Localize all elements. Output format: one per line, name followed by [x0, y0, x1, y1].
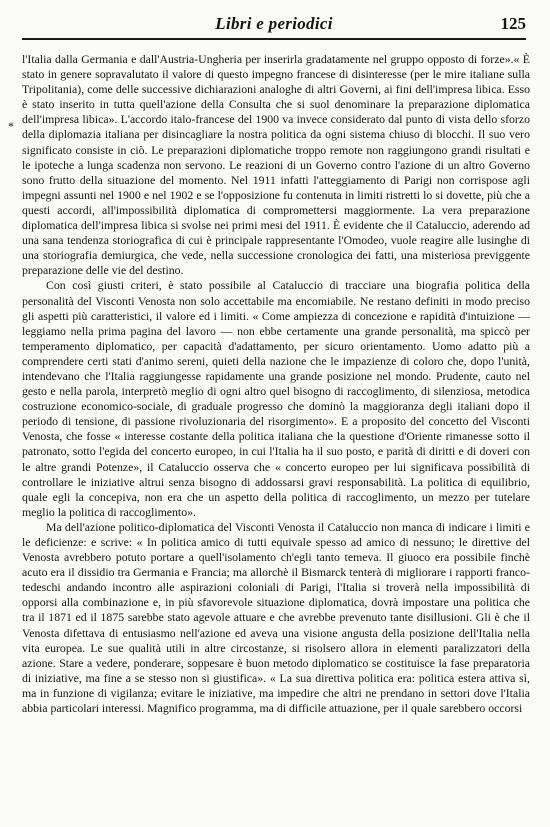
- paragraph-3: Ma dell'azione politico-diplomatica del Visconti Venosta il Cataluccio non manca di indicare i limiti e le deficienze: e scrive: « In politica amico di tutti equivale spesso ad amico di nessuno; le direttive del Venosta avrebbero potuto portare a quell'isolamento ch'egli tanto temeva. Il giuoco era possibile finchè acuto era il dissidio tra Germania e Francia; ma allorchè il Bismarck tenterà di migliorare i rapporti franco-tedeschi andando incontro alle aspirazioni coloniali di Parigi, l'Italia si troverà nella impossibilità di opporsi alla combinazione e, in più sfavorevole situazione diplomatica, dovrà impostare una politica che tra il 1871 ed il 1875 sarebbe stato agevole attuare e che avrebbe prevenuto tante disillusioni. Gli è che il Venosta difettava di entusiasmo nell'azione ed aveva una visione angusta della posizione dell'Italia nella vita europea. Le sue qualità utili in altre circostanze, si risolsero allora in elementi paralizzatori della azione. Stare a vedere, ponderare, soppesare è buon metodo diplomatico se costituisce la fase preparatoria di iniziative, ma fine a se stesso non si giustifica». « La sua direttiva politica era: politica estera attiva sì, ma in funzione di vigilanza; evitare le iniziative, ma impedire che altri ne prendano in settori dove l'Italia abbia particolari interessi. Magnifico programma, ma di difficile attuazione, per il quale sarebbero occorsi: [22, 519, 530, 716]
- margin-mark: *: [8, 119, 14, 133]
- running-head-title: Libri e periodici: [215, 14, 333, 33]
- paragraph-2: Con così giusti criteri, è stato possibile al Cataluccio di tracciare una biografia politica della personalità del Visconti Venosta non solo accettabile ma encomiabile. Ne restano definiti in modo preciso gli aspetti più caratteristici, il valore ed i limiti. « Come ampiezza di concezione e rapidità d'intuizione — leggiamo nella prima pagina del lavoro — non ebbe certamente una grande personalità, ma spiccò per temperamento diplomatico, per capacità d'adattamento, per sicuro orientamento. Uomo adatto più a comprendere certi stati d'animo sereni, quieti della nazione che le impazienze di coloro che, dopo l'unità, intendevano che l'Italia raggiungesse rapidamente una grande posizione nel mondo. Prudente, cauto nel gesto e nella parola, interpretò meglio di ogni altro quel bisogno di raccoglimento, di silenziosa, metodica costruzione economico-sociale, di graduale progresso che dominò la maggioranza degli italiani dopo il periodo di tensione, di passione rivoluzionaria del risorgimento». E a proposito del concetto del Visconti Venosta, che fosse « interesse costante della politica italiana che la questione d'Oriente rimanesse sotto il patronato, sotto l'egida del concerto europeo, in cui l'Italia ha il suo posto, e parità di diritti e di doveri con le altre grandi Potenze», il Cataluccio osserva che « concerto europeo per lui significava possibilità di controllare le iniziative altrui senza bisogno di addossarsi gravi responsabilità. La politica di equilibrio, quale egli la concepiva, non era che un aspetto della politica di raccoglimento, un mezzo per tutelare meglio la politica di raccoglimento».: [22, 278, 530, 519]
- running-head: [22, 14, 526, 40]
- paragraph-1: l'Italia dalla Germania e dall'Austria-Ungheria per inserirla gradatamente nel gruppo opposto di forze».« È stato in genere sopravalutato il valore di questo impegno francese di disinteresse (per le mire italiane sulla Tripolitania), come delle successive dichiarazioni analoghe di altri Governi, ai fini dell'impresa libica. Esso è stato inserito in tutta quell'azione della Consulta che si suol denominare la preparazione diplomatica dell'impresa libica». L'accordo italo-francese del 1900 va invece considerato dal punto di vista dello sforzo della diplomazia italiana per disincagliare la nostra politica da ogni sistema chiuso di blocchi. Il suo vero significato consiste in ciò. Le preparazioni diplomatiche troppo remote non raggiungono grandi risultati e le ipoteche a lunga scadenza non servono. Le reazioni di un Governo contro l'azione di un altro Governo sono frutto della situazione del momento. Nel 1911 infatti l'atteggiamento di Parigi non corrispose agli impegni assunti nel 1900 e nel 1902 e se l'opposizione fu contenuta in limiti ristretti lo si dovette, più che a questi accordi, all'impossibilità diplomatica di compromettersi maggiormente. La vera preparazione diplomatica dell'impresa libica si svolse nei primi mesi del 1911. È evidente che il Cataluccio, aderendo ad una sana tendenza storiografica di cui è principale rappresentante l'Omodeo, vuole reagire alle lusinghe di una storiografia demiurgica, che vede, nella successione cronologica dei fatti, una misteriosa previggente preparazione delle vie del destino.: [22, 52, 530, 278]
- page-number: 125: [500, 14, 526, 33]
- body-text: [22, 52, 530, 716]
